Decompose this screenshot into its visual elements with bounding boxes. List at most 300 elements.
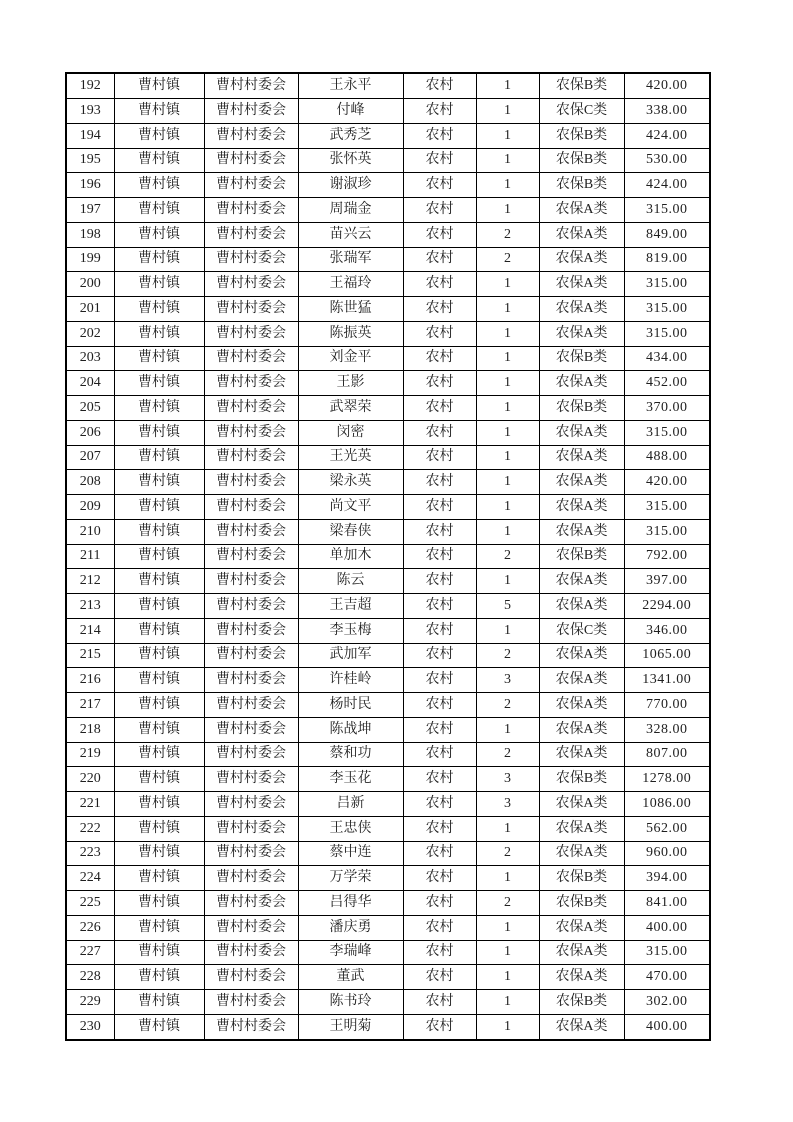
cell-committee: 曹村村委会: [204, 519, 298, 544]
cell-name: 李瑞峰: [298, 940, 403, 965]
cell-amount: 315.00: [624, 297, 710, 322]
cell-category: 农保B类: [539, 767, 624, 792]
cell-town: 曹村镇: [114, 495, 204, 520]
cell-amount: 420.00: [624, 73, 710, 99]
cell-committee: 曹村村委会: [204, 148, 298, 173]
cell-committee: 曹村村委会: [204, 767, 298, 792]
table-row: [66, 816, 710, 841]
cell-committee: 曹村村委会: [204, 594, 298, 619]
cell-area: 农村: [403, 371, 476, 396]
cell-area: 农村: [403, 99, 476, 124]
cell-area: 农村: [403, 990, 476, 1015]
cell-area: 农村: [403, 73, 476, 99]
cell-name: 蔡中连: [298, 841, 403, 866]
cell-town: 曹村镇: [114, 940, 204, 965]
cell-town: 曹村镇: [114, 618, 204, 643]
cell-count: 1: [476, 717, 539, 742]
cell-category: 农保A类: [539, 470, 624, 495]
cell-count: 1: [476, 816, 539, 841]
cell-committee: 曹村村委会: [204, 965, 298, 990]
cell-name: 陈云: [298, 569, 403, 594]
cell-committee: 曹村村委会: [204, 222, 298, 247]
cell-name: 吕得华: [298, 891, 403, 916]
cell-committee: 曹村村委会: [204, 396, 298, 421]
cell-category: 农保B类: [539, 148, 624, 173]
cell-name: 董武: [298, 965, 403, 990]
cell-name: 单加木: [298, 544, 403, 569]
cell-area: 农村: [403, 965, 476, 990]
cell-count: 2: [476, 222, 539, 247]
table-row: [66, 668, 710, 693]
cell-count: 5: [476, 594, 539, 619]
cell-amount: 807.00: [624, 742, 710, 767]
table-row: [66, 173, 710, 198]
cell-committee: 曹村村委会: [204, 792, 298, 817]
cell-committee: 曹村村委会: [204, 346, 298, 371]
cell-count: 1: [476, 915, 539, 940]
cell-category: 农保B类: [539, 173, 624, 198]
cell-amount: 424.00: [624, 123, 710, 148]
cell-area: 农村: [403, 470, 476, 495]
cell-index: 216: [66, 668, 114, 693]
table-row: [66, 148, 710, 173]
cell-area: 农村: [403, 519, 476, 544]
cell-committee: 曹村村委会: [204, 73, 298, 99]
cell-committee: 曹村村委会: [204, 742, 298, 767]
table-row: [66, 247, 710, 272]
cell-area: 农村: [403, 445, 476, 470]
cell-count: 2: [476, 247, 539, 272]
cell-count: 1: [476, 569, 539, 594]
cell-amount: 562.00: [624, 816, 710, 841]
cell-name: 王影: [298, 371, 403, 396]
table-row: [66, 321, 710, 346]
table-row: [66, 717, 710, 742]
cell-town: 曹村镇: [114, 544, 204, 569]
cell-count: 2: [476, 643, 539, 668]
cell-area: 农村: [403, 297, 476, 322]
cell-town: 曹村镇: [114, 123, 204, 148]
cell-amount: 470.00: [624, 965, 710, 990]
cell-name: 万学荣: [298, 866, 403, 891]
cell-town: 曹村镇: [114, 816, 204, 841]
cell-area: 农村: [403, 915, 476, 940]
cell-category: 农保A类: [539, 445, 624, 470]
cell-category: 农保A类: [539, 643, 624, 668]
cell-index: 203: [66, 346, 114, 371]
cell-name: 王光英: [298, 445, 403, 470]
cell-town: 曹村镇: [114, 965, 204, 990]
cell-amount: 1086.00: [624, 792, 710, 817]
cell-count: 3: [476, 792, 539, 817]
cell-committee: 曹村村委会: [204, 247, 298, 272]
cell-index: 227: [66, 940, 114, 965]
cell-town: 曹村镇: [114, 198, 204, 223]
cell-amount: 315.00: [624, 940, 710, 965]
cell-committee: 曹村村委会: [204, 123, 298, 148]
cell-index: 198: [66, 222, 114, 247]
cell-category: 农保A类: [539, 222, 624, 247]
table-row: [66, 371, 710, 396]
cell-amount: 400.00: [624, 1014, 710, 1040]
cell-index: 213: [66, 594, 114, 619]
table-row: [66, 767, 710, 792]
table-row: [66, 618, 710, 643]
cell-town: 曹村镇: [114, 222, 204, 247]
cell-amount: 302.00: [624, 990, 710, 1015]
cell-count: 1: [476, 445, 539, 470]
cell-index: 221: [66, 792, 114, 817]
cell-area: 农村: [403, 643, 476, 668]
table-row: [66, 297, 710, 322]
cell-category: 农保A类: [539, 915, 624, 940]
cell-amount: 770.00: [624, 693, 710, 718]
cell-count: 1: [476, 495, 539, 520]
cell-amount: 434.00: [624, 346, 710, 371]
table-row: [66, 965, 710, 990]
table-row: [66, 841, 710, 866]
cell-count: 3: [476, 767, 539, 792]
cell-area: 农村: [403, 247, 476, 272]
table-row: [66, 569, 710, 594]
cell-count: 1: [476, 990, 539, 1015]
table-row: [66, 470, 710, 495]
cell-area: 农村: [403, 569, 476, 594]
cell-area: 农村: [403, 222, 476, 247]
cell-amount: 1278.00: [624, 767, 710, 792]
cell-category: 农保A类: [539, 569, 624, 594]
cell-index: 193: [66, 99, 114, 124]
table-row: [66, 198, 710, 223]
cell-town: 曹村镇: [114, 445, 204, 470]
cell-amount: 328.00: [624, 717, 710, 742]
cell-area: 农村: [403, 346, 476, 371]
cell-town: 曹村镇: [114, 321, 204, 346]
cell-town: 曹村镇: [114, 272, 204, 297]
cell-committee: 曹村村委会: [204, 816, 298, 841]
cell-count: 1: [476, 396, 539, 421]
cell-area: 农村: [403, 742, 476, 767]
cell-area: 农村: [403, 693, 476, 718]
cell-committee: 曹村村委会: [204, 841, 298, 866]
cell-town: 曹村镇: [114, 841, 204, 866]
cell-town: 曹村镇: [114, 371, 204, 396]
cell-count: 1: [476, 470, 539, 495]
table-row: [66, 693, 710, 718]
table-row: [66, 866, 710, 891]
cell-count: 1: [476, 198, 539, 223]
cell-count: 1: [476, 965, 539, 990]
table-row: [66, 73, 710, 99]
table-row: [66, 594, 710, 619]
table-row: [66, 544, 710, 569]
cell-committee: 曹村村委会: [204, 668, 298, 693]
cell-area: 农村: [403, 792, 476, 817]
cell-committee: 曹村村委会: [204, 915, 298, 940]
cell-index: 199: [66, 247, 114, 272]
cell-committee: 曹村村委会: [204, 693, 298, 718]
table-row: [66, 643, 710, 668]
cell-index: 223: [66, 841, 114, 866]
cell-area: 农村: [403, 198, 476, 223]
cell-town: 曹村镇: [114, 767, 204, 792]
cell-town: 曹村镇: [114, 470, 204, 495]
cell-index: 215: [66, 643, 114, 668]
cell-town: 曹村镇: [114, 569, 204, 594]
cell-committee: 曹村村委会: [204, 618, 298, 643]
cell-amount: 488.00: [624, 445, 710, 470]
cell-area: 农村: [403, 594, 476, 619]
cell-category: 农保A类: [539, 272, 624, 297]
cell-category: 农保B类: [539, 123, 624, 148]
cell-index: 225: [66, 891, 114, 916]
cell-amount: 400.00: [624, 915, 710, 940]
table-row: [66, 915, 710, 940]
cell-name: 许桂岭: [298, 668, 403, 693]
table-row: [66, 742, 710, 767]
cell-amount: 315.00: [624, 321, 710, 346]
cell-count: 2: [476, 544, 539, 569]
cell-area: 农村: [403, 495, 476, 520]
cell-amount: 452.00: [624, 371, 710, 396]
cell-name: 张怀英: [298, 148, 403, 173]
cell-name: 蔡和功: [298, 742, 403, 767]
cell-name: 刘金平: [298, 346, 403, 371]
cell-count: 1: [476, 173, 539, 198]
cell-category: 农保A类: [539, 198, 624, 223]
cell-town: 曹村镇: [114, 668, 204, 693]
cell-index: 212: [66, 569, 114, 594]
cell-area: 农村: [403, 816, 476, 841]
table-row: [66, 495, 710, 520]
cell-area: 农村: [403, 717, 476, 742]
cell-category: 农保A类: [539, 668, 624, 693]
cell-name: 潘庆勇: [298, 915, 403, 940]
cell-name: 尚文平: [298, 495, 403, 520]
cell-index: 230: [66, 1014, 114, 1040]
cell-amount: 315.00: [624, 272, 710, 297]
cell-index: 204: [66, 371, 114, 396]
cell-committee: 曹村村委会: [204, 717, 298, 742]
cell-category: 农保B类: [539, 346, 624, 371]
cell-committee: 曹村村委会: [204, 420, 298, 445]
cell-category: 农保A类: [539, 841, 624, 866]
cell-area: 农村: [403, 767, 476, 792]
cell-category: 农保A类: [539, 519, 624, 544]
cell-index: 214: [66, 618, 114, 643]
cell-committee: 曹村村委会: [204, 99, 298, 124]
cell-index: 197: [66, 198, 114, 223]
cell-name: 王明菊: [298, 1014, 403, 1040]
cell-category: 农保A类: [539, 816, 624, 841]
cell-name: 梁春侠: [298, 519, 403, 544]
cell-name: 谢淑珍: [298, 173, 403, 198]
cell-name: 张瑞军: [298, 247, 403, 272]
table-row: [66, 99, 710, 124]
cell-town: 曹村镇: [114, 148, 204, 173]
cell-town: 曹村镇: [114, 297, 204, 322]
cell-area: 农村: [403, 148, 476, 173]
cell-area: 农村: [403, 420, 476, 445]
table-row: [66, 396, 710, 421]
table-row: [66, 222, 710, 247]
cell-committee: 曹村村委会: [204, 371, 298, 396]
cell-area: 农村: [403, 396, 476, 421]
cell-town: 曹村镇: [114, 717, 204, 742]
cell-name: 陈战坤: [298, 717, 403, 742]
cell-index: 219: [66, 742, 114, 767]
cell-town: 曹村镇: [114, 247, 204, 272]
table-row: [66, 346, 710, 371]
cell-category: 农保B类: [539, 73, 624, 99]
cell-amount: 849.00: [624, 222, 710, 247]
cell-amount: 315.00: [624, 495, 710, 520]
cell-town: 曹村镇: [114, 866, 204, 891]
cell-count: 1: [476, 297, 539, 322]
cell-name: 王吉超: [298, 594, 403, 619]
cell-name: 陈世猛: [298, 297, 403, 322]
cell-category: 农保A类: [539, 594, 624, 619]
cell-area: 农村: [403, 321, 476, 346]
cell-amount: 338.00: [624, 99, 710, 124]
cell-name: 王永平: [298, 73, 403, 99]
cell-committee: 曹村村委会: [204, 544, 298, 569]
cell-town: 曹村镇: [114, 173, 204, 198]
cell-committee: 曹村村委会: [204, 173, 298, 198]
cell-count: 1: [476, 940, 539, 965]
cell-index: 226: [66, 915, 114, 940]
cell-index: 192: [66, 73, 114, 99]
cell-name: 杨时民: [298, 693, 403, 718]
cell-count: 1: [476, 371, 539, 396]
table-row: [66, 519, 710, 544]
cell-town: 曹村镇: [114, 420, 204, 445]
cell-name: 武秀芝: [298, 123, 403, 148]
cell-index: 207: [66, 445, 114, 470]
cell-category: 农保B类: [539, 866, 624, 891]
cell-amount: 346.00: [624, 618, 710, 643]
pension-records-table: [65, 72, 711, 1041]
cell-name: 武翠荣: [298, 396, 403, 421]
cell-amount: 1341.00: [624, 668, 710, 693]
cell-count: 1: [476, 866, 539, 891]
cell-area: 农村: [403, 123, 476, 148]
cell-count: 1: [476, 321, 539, 346]
cell-index: 209: [66, 495, 114, 520]
cell-area: 农村: [403, 618, 476, 643]
cell-count: 2: [476, 891, 539, 916]
cell-town: 曹村镇: [114, 99, 204, 124]
cell-name: 李玉梅: [298, 618, 403, 643]
cell-count: 1: [476, 1014, 539, 1040]
cell-index: 208: [66, 470, 114, 495]
cell-category: 农保B类: [539, 891, 624, 916]
cell-name: 陈振英: [298, 321, 403, 346]
cell-name: 梁永英: [298, 470, 403, 495]
cell-index: 211: [66, 544, 114, 569]
cell-category: 农保A类: [539, 717, 624, 742]
cell-area: 农村: [403, 891, 476, 916]
cell-area: 农村: [403, 668, 476, 693]
cell-town: 曹村镇: [114, 519, 204, 544]
cell-index: 206: [66, 420, 114, 445]
cell-town: 曹村镇: [114, 742, 204, 767]
cell-committee: 曹村村委会: [204, 470, 298, 495]
cell-amount: 1065.00: [624, 643, 710, 668]
cell-amount: 2294.00: [624, 594, 710, 619]
cell-count: 1: [476, 272, 539, 297]
cell-committee: 曹村村委会: [204, 891, 298, 916]
cell-count: 1: [476, 73, 539, 99]
cell-index: 224: [66, 866, 114, 891]
cell-committee: 曹村村委会: [204, 495, 298, 520]
cell-count: 1: [476, 519, 539, 544]
cell-area: 农村: [403, 544, 476, 569]
cell-count: 2: [476, 841, 539, 866]
table-row: [66, 420, 710, 445]
cell-count: 3: [476, 668, 539, 693]
cell-name: 付峰: [298, 99, 403, 124]
cell-name: 陈书玲: [298, 990, 403, 1015]
cell-name: 王忠侠: [298, 816, 403, 841]
cell-count: 2: [476, 693, 539, 718]
table-row: [66, 792, 710, 817]
cell-count: 1: [476, 99, 539, 124]
cell-category: 农保A类: [539, 792, 624, 817]
cell-committee: 曹村村委会: [204, 866, 298, 891]
cell-amount: 960.00: [624, 841, 710, 866]
cell-amount: 315.00: [624, 420, 710, 445]
cell-index: 217: [66, 693, 114, 718]
cell-amount: 424.00: [624, 173, 710, 198]
cell-committee: 曹村村委会: [204, 940, 298, 965]
cell-name: 王福玲: [298, 272, 403, 297]
cell-name: 李玉花: [298, 767, 403, 792]
cell-committee: 曹村村委会: [204, 445, 298, 470]
cell-town: 曹村镇: [114, 792, 204, 817]
cell-category: 农保A类: [539, 495, 624, 520]
cell-town: 曹村镇: [114, 915, 204, 940]
table-row: [66, 445, 710, 470]
cell-committee: 曹村村委会: [204, 643, 298, 668]
cell-category: 农保A类: [539, 420, 624, 445]
cell-category: 农保A类: [539, 247, 624, 272]
cell-index: 210: [66, 519, 114, 544]
cell-town: 曹村镇: [114, 693, 204, 718]
cell-category: 农保B类: [539, 544, 624, 569]
cell-area: 农村: [403, 940, 476, 965]
cell-index: 202: [66, 321, 114, 346]
cell-town: 曹村镇: [114, 594, 204, 619]
cell-category: 农保A类: [539, 297, 624, 322]
cell-town: 曹村镇: [114, 891, 204, 916]
cell-category: 农保A类: [539, 1014, 624, 1040]
table-body: [66, 73, 710, 1040]
cell-committee: 曹村村委会: [204, 321, 298, 346]
cell-amount: 315.00: [624, 519, 710, 544]
cell-index: 218: [66, 717, 114, 742]
cell-town: 曹村镇: [114, 346, 204, 371]
cell-category: 农保A类: [539, 321, 624, 346]
cell-amount: 819.00: [624, 247, 710, 272]
cell-town: 曹村镇: [114, 396, 204, 421]
cell-committee: 曹村村委会: [204, 1014, 298, 1040]
cell-committee: 曹村村委会: [204, 569, 298, 594]
cell-area: 农村: [403, 841, 476, 866]
cell-amount: 394.00: [624, 866, 710, 891]
cell-index: 205: [66, 396, 114, 421]
cell-category: 农保B类: [539, 990, 624, 1015]
